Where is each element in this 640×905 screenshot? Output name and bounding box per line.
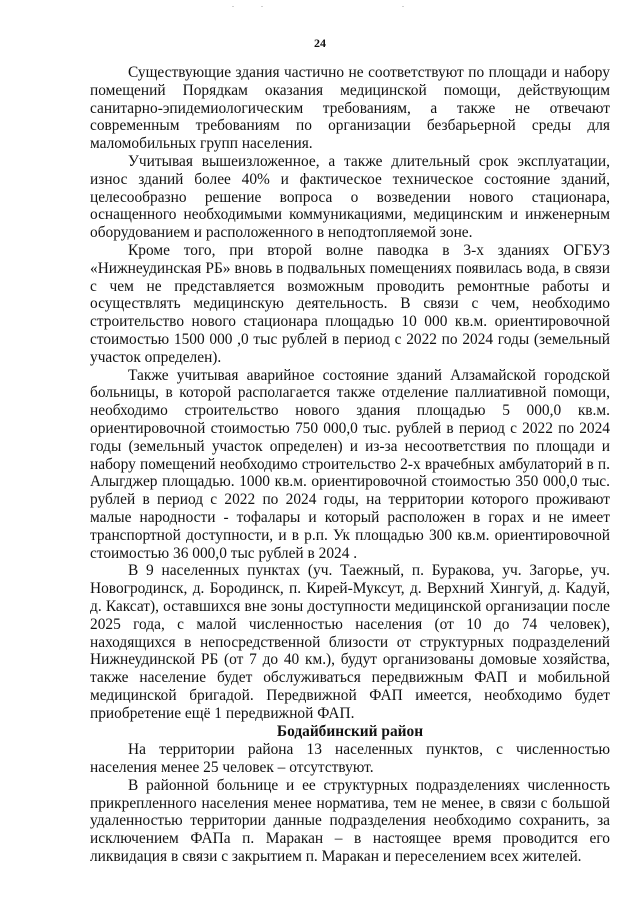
body-paragraph: Также учитывая аварийное состояние зданий Алзамайской городской больницы, в которой располагается также отделение паллиативной помощи, необходимо строительство нового здания площадью 5 000,0 кв.м. ориентировочной стоимостью 750 000,0 тыс. рублей в период с 2022 по 2024 годы (земельный участок определен) и из-за несоответствия по площади и набору помещений необходимо строительство 2-х врачебных амбулаторий в п. Алыгджер площадью. 1000 кв.м. ориентировочной стоимостью 350 000,0 тыс. рублей в период с 2022 по 2024 годы, на территории которого проживают малые народности - тофалары и который расположен в горах и не имеет транспортной доступности, и в р.п. Ук площадью 300 кв.м. ориентировочной стоимостью 36 000,0 тыс рублей в 2024 . <box>90 366 610 562</box>
body-paragraph: Учитывая вышеизложенное, а также длительный срок эксплуатации, износ зданий более 40% и фактическое техническое состояние зданий, целесообразно решение вопроса о возведении нового стационара, оснащенного необходимыми коммуникациями, медицинским и инженерным оборудованием и расположенного в неподтопляемой зоне. <box>90 152 610 242</box>
section-heading: Бодайбинский район <box>276 723 424 741</box>
scan-speck <box>402 6 404 7</box>
body-paragraph: Кроме того, при второй волне паводка в 3-х зданиях ОГБУЗ «Нижнеудинская РБ» вновь в подвальных помещениях появилась вода, в связи с чем не представляется возможным проводить ремонтные работы и осуществлять медицинскую деятельность. В связи с чем, необходимо строительство нового стационара площадью 10 000 кв.м. ориентировочной стоимостью 1500 000 ,0 тыс рублей в период с 2022 по 2024 годы (земельный участок определен). <box>90 241 610 366</box>
body-paragraph: Существующие здания частично не соответствуют по площади и набору помещений Порядкам оказания медицинской помощи, действующим санитарно-эпидемиологическим требованиям, а также не отвечают современным требованиям по организации безбарьерной среды для маломобильных групп населения. <box>90 64 610 153</box>
scan-speck <box>261 6 263 7</box>
document-body <box>90 64 610 866</box>
scan-speck <box>232 6 234 7</box>
page-number: 24 <box>314 36 326 50</box>
body-paragraph: В 9 населенных пунктах (уч. Таежный, п. Буракова, уч. Загорье, уч. Новогродинск, д. Бородинск, п. Кирей-Муксут, д. Верхний Хингуй, д. Кадуй, д. Каксат), оставшихся вне зоны доступности медицинской организации после 2025 года, с малой численностью населения (от 10 до 74 человек), находящихся в непосредственной близости от структурных подразделений Нижнеудинской РБ (от 7 до 40 км.), будут организованы домовые хозяйства, также население будет обслуживаться передвижным ФАП и мобильной медицинской бригадой. Передвижной ФАП имеется, необходимо будет приобретение ещё 1 передвижной ФАП. <box>90 562 610 722</box>
body-paragraph: В районной больнице и ее структурных подразделениях численность прикрепленного населения менее норматива, тем не менее, в связи с большой удаленностью территории данные подразделения необходимо сохранить, за исключением ФАПа п. Маракан – в настоящее время проводится его ликвидация в связи с закрытием п. Маракан и переселением всех жителей. <box>90 776 610 866</box>
body-paragraph: На территории района 13 населенных пунктов, с численностью населения менее 25 человек – отсутствуют. <box>90 741 610 777</box>
